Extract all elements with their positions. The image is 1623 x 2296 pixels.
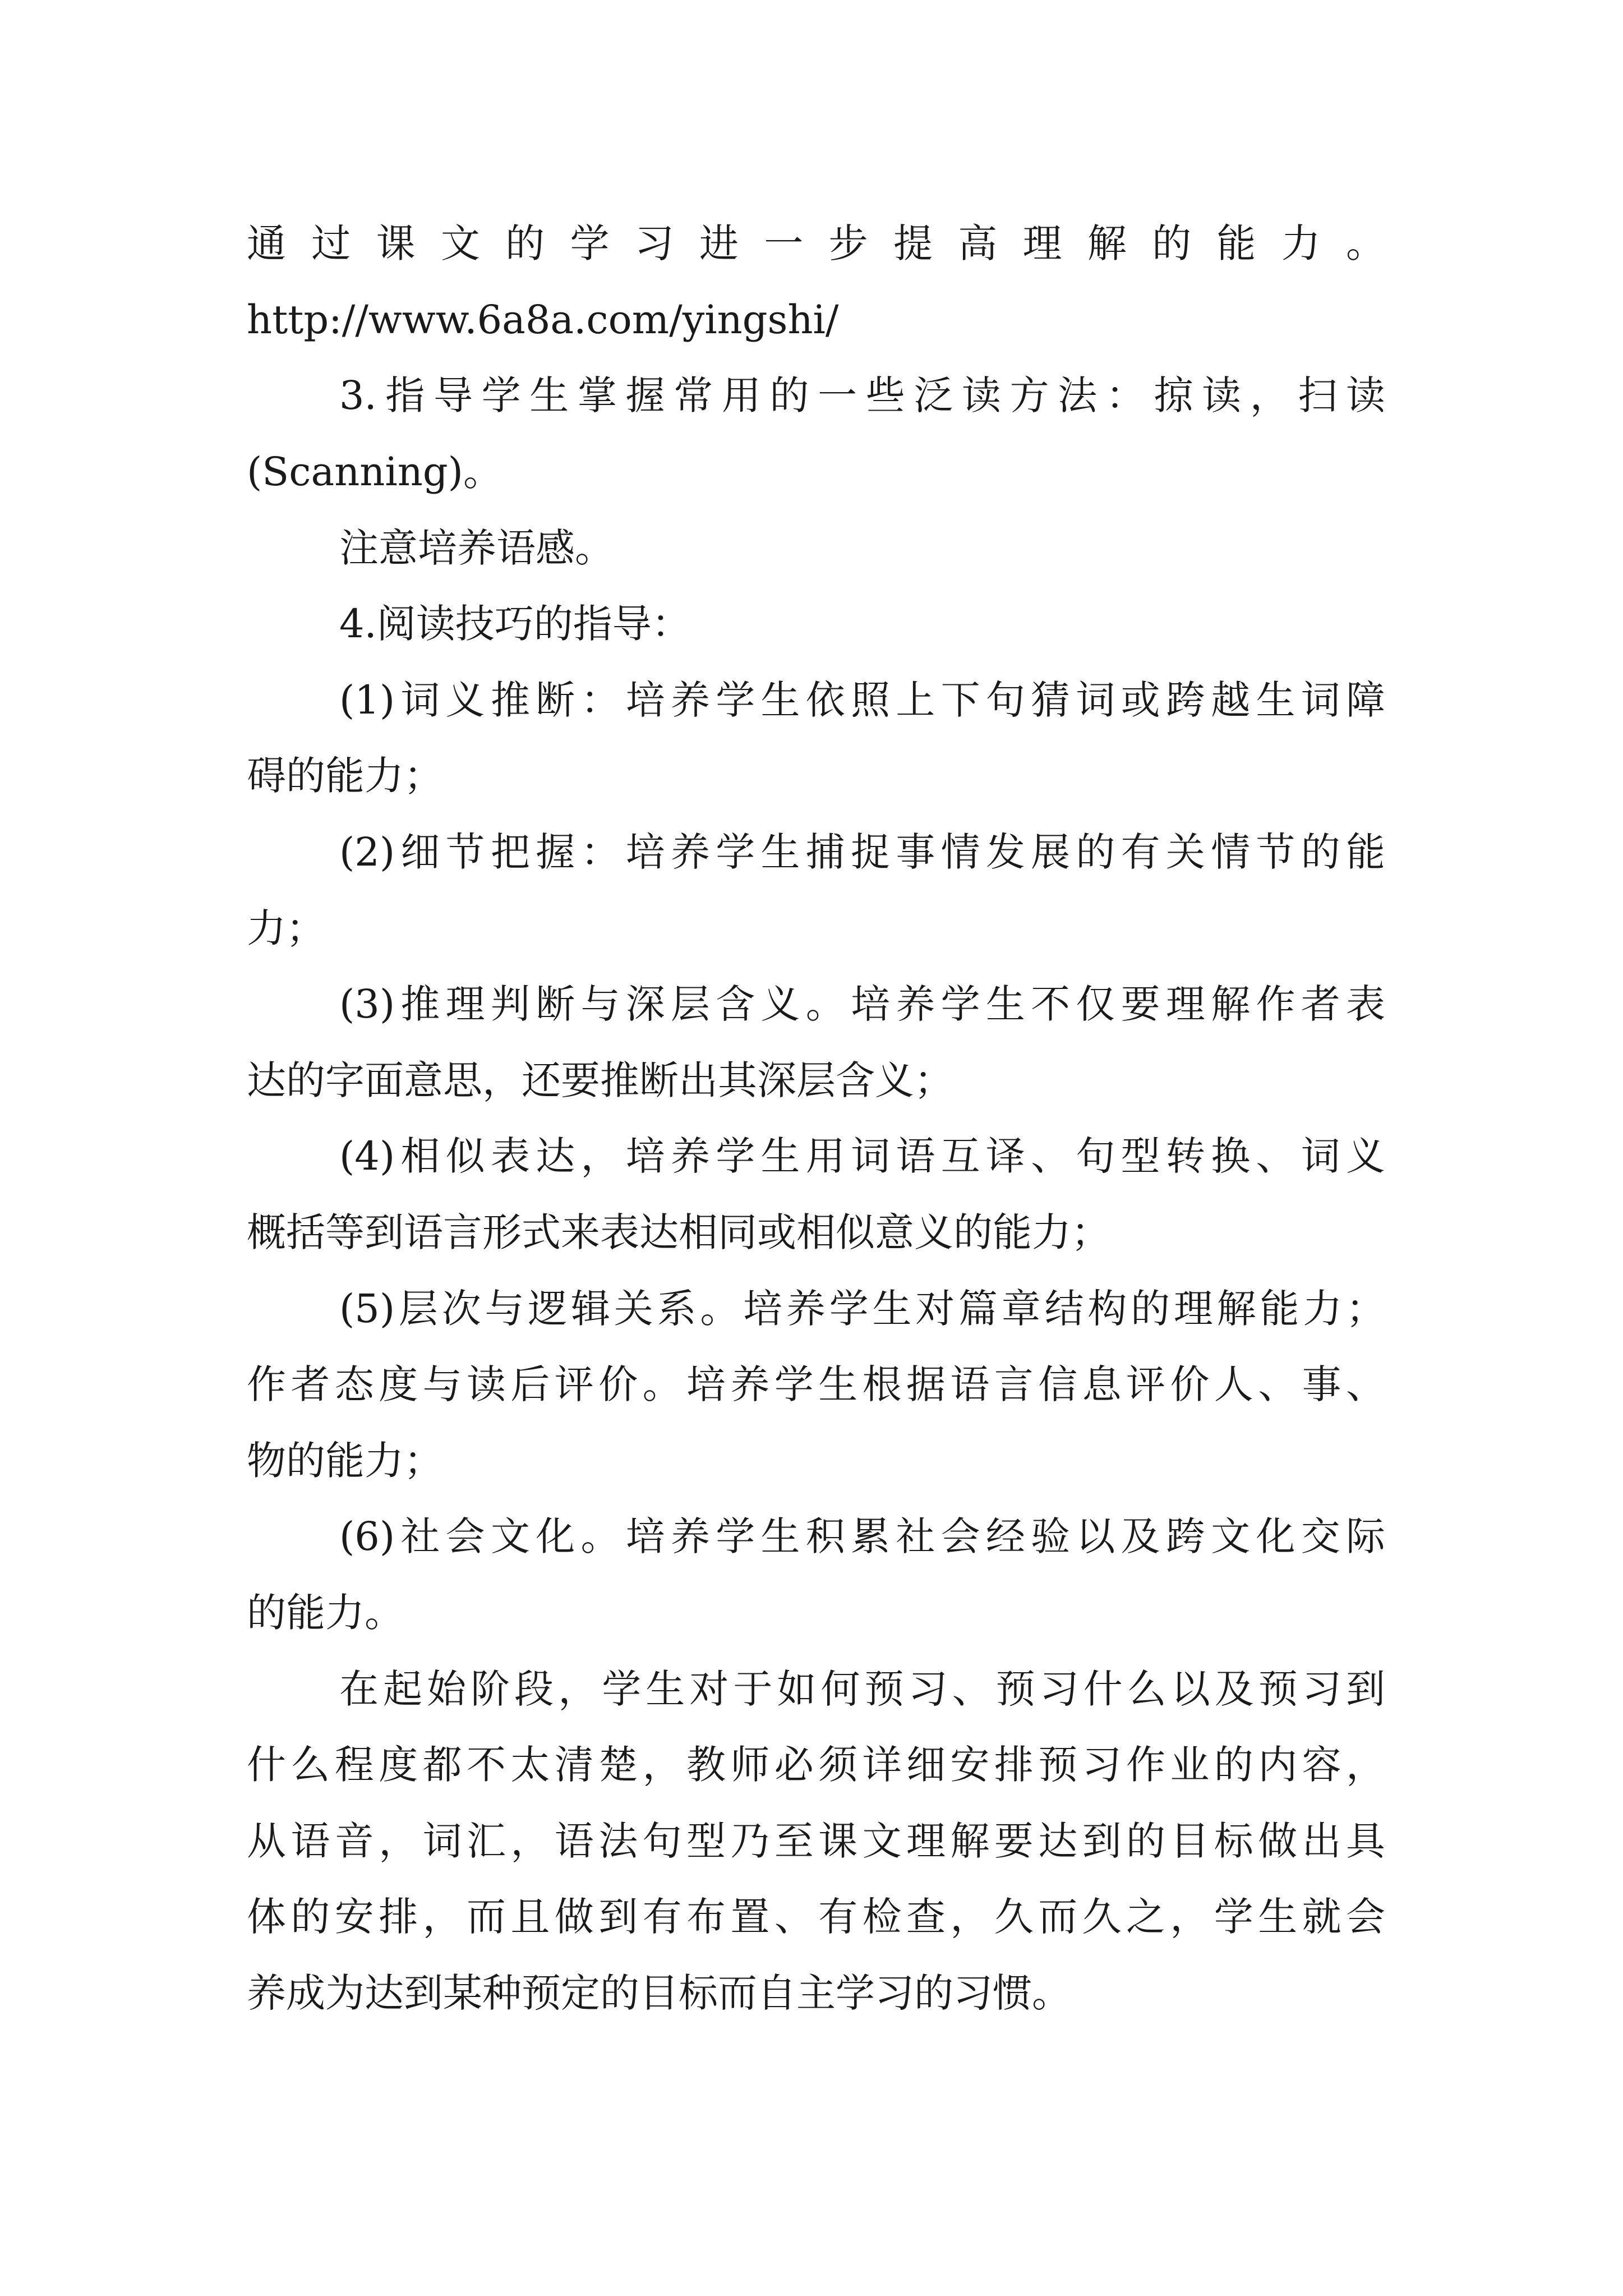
- text-line: 4.阅读技巧的指导：: [339, 601, 691, 647]
- text-line: 养成为达到某种预定的目标而自主学习的习惯。: [247, 1970, 1071, 2016]
- text-line: 达的字面意思，还要推断出其深层含义；: [247, 1057, 953, 1103]
- text-line: 从语音，词汇，语法句型乃至课文理解要达到的目标做出具: [247, 1818, 1385, 1864]
- text-line: 作者态度与读后评价。培养学生根据语言信息评价人、事、: [247, 1361, 1385, 1407]
- text-line: 在起始阶段，学生对于如何预习、预习什么以及预习到: [339, 1666, 1385, 1712]
- text-line: (6)社会文化。培养学生积累社会经验以及跨文化交际: [339, 1513, 1385, 1559]
- text-line: (1)词义推断：培养学生依照上下句猜词或跨越生词障: [339, 677, 1385, 723]
- text-line: (5)层次与逻辑关系。培养学生对篇章结构的理解能力；: [339, 1286, 1385, 1332]
- text-line: (3)推理判断与深层含义。培养学生不仅要理解作者表: [339, 981, 1385, 1027]
- text-line: 3.指导学生掌握常用的一些泛读方法：掠读，扫读: [339, 372, 1385, 418]
- text-line: 物的能力；: [247, 1438, 443, 1484]
- text-line: (4)相似表达，培养学生用词语互译、句型转换、词义: [339, 1133, 1385, 1179]
- text-line: 碍的能力；: [247, 753, 443, 799]
- text-line: 力；: [247, 905, 325, 951]
- url-line: http://www.6a8a.com/yingshi/: [247, 297, 839, 343]
- text-line: 注意培养语感。: [339, 525, 614, 571]
- text-line: 什么程度都不太清楚，教师必须详细安排预习作业的内容，: [247, 1742, 1385, 1788]
- text-line: (Scanning)。: [247, 449, 502, 495]
- text-line: 体的安排，而且做到有布置、有检查，久而久之，学生就会: [247, 1894, 1385, 1940]
- text-line: 的能力。: [247, 1590, 404, 1636]
- text-line: (2)细节把握：培养学生捕捉事情发展的有关情节的能: [339, 829, 1385, 875]
- text-line: 概括等到语言形式来表达相同或相似意义的能力；: [247, 1209, 1110, 1255]
- text-line: 通过课文的学习进一步提高理解的能力。: [247, 220, 1385, 266]
